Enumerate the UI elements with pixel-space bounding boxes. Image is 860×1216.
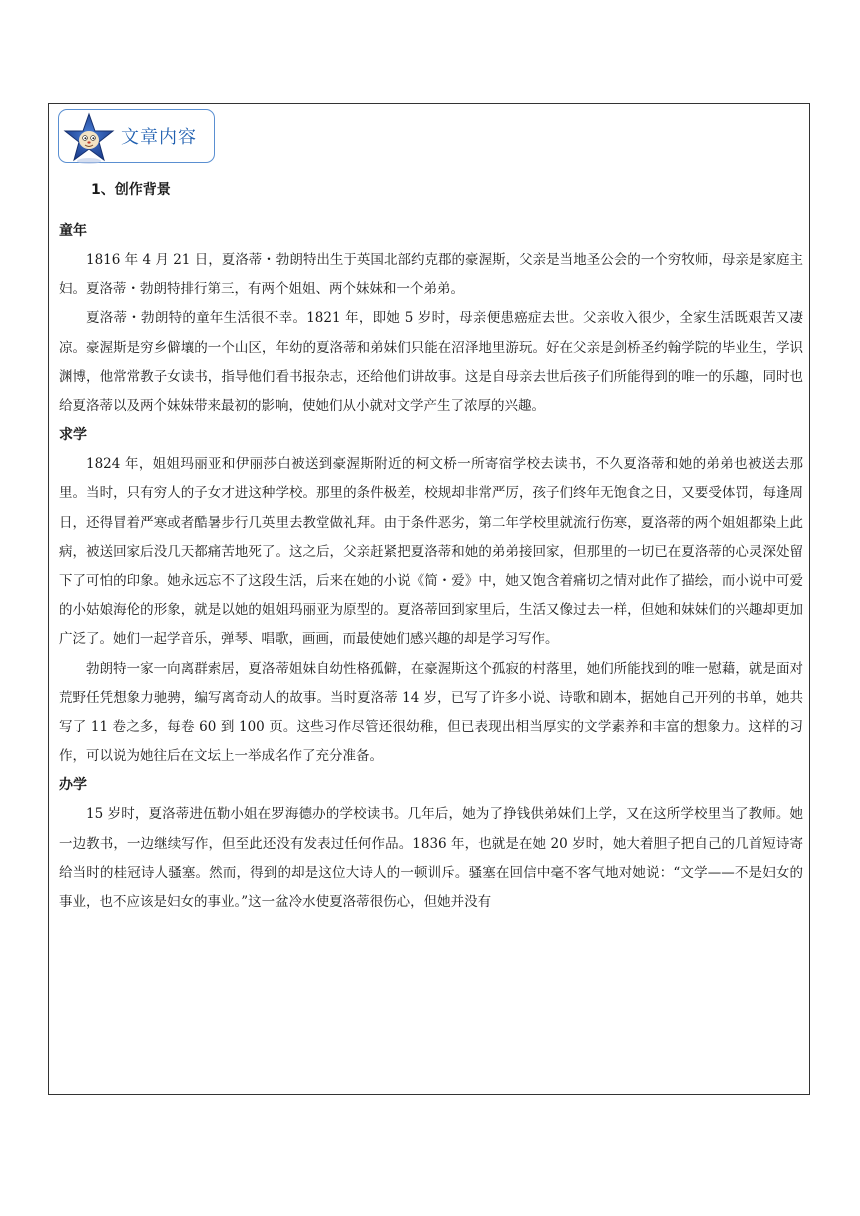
mascot-star-icon — [61, 111, 117, 167]
section-schooling — [59, 421, 803, 771]
paragraph: 勃朗特一家一向离群索居，夏洛蒂姐妹自幼性格孤僻，在豪渥斯这个孤寂的村落里，她们所能找到的唯一慰藉，就是面对荒野任凭想象力驰骋，编写离奇动人的故事。当时夏洛蒂 14 岁，已写了许多小说、诗歌和剧本，据她自己开列的书单，她共写了 11 卷之多，每卷 60 到 100 页。这些习作尽管还很幼稚，但已表现出相当厚实的文学素养和丰富的想象力。这样的习作，可以说为她往后在文坛上一举成名作了充分准备。 — [59, 660, 803, 765]
content-frame — [48, 103, 810, 1095]
paragraph: 夏洛蒂・勃朗特的童年生活很不幸。1821 年，即她 5 岁时，母亲便患癌症去世。父亲收入很少，全家生活既艰苦又凄凉。豪渥斯是穷乡僻壤的一个山区，年幼的夏洛蒂和弟妹们只能在沼泽地里游玩。好在父亲是剑桥圣约翰学院的毕业生，学识渊博，他常常教子女读书，指导他们看书报杂志，还给他们讲故事。这是自母亲去世后孩子们所能得到的唯一的乐趣，同时也给夏洛蒂以及两个妹妹带来最初的影响，使她们从小就对文学产生了浓厚的兴趣。 — [59, 310, 803, 415]
article-body — [59, 176, 803, 917]
paragraph: 1816 年 4 月 21 日，夏洛蒂・勃朗特出生于英国北部约克郡的豪渥斯，父亲是当地圣公会的一个穷牧师，母亲是家庭主妇。夏洛蒂・勃朗特排行第三，有两个姐姐、两个妹妹和一个弟弟。 — [59, 252, 803, 298]
creation-background-heading: 1、创作背景 — [91, 182, 171, 198]
paragraph: 15 岁时，夏洛蒂进伍勒小姐在罗海德办的学校读书。几年后，她为了挣钱供弟妹们上学，又在这所学校里当了教师。她一边教书，一边继续写作，但至此还没有发表过任何作品。1836 年，也就是在她 20 岁时，她大着胆子把自己的几首短诗寄给当时的桂冠诗人骚塞。然而，得到的却是这位大诗人的一顿训斥。骚塞在回信中毫不客气地对她说：“文学——不是妇女的事业，也不应该是妇女的事业。”这一盆冷水使夏洛蒂很伤心，但她并没有 — [59, 806, 803, 911]
section-title: 童年 — [59, 223, 87, 239]
badge-title: 文章内容 — [121, 127, 197, 148]
section-title: 办学 — [59, 777, 87, 794]
section-childhood — [59, 217, 803, 421]
paragraph: 1824 年，姐姐玛丽亚和伊丽莎白被送到豪渥斯附近的柯文桥一所寄宿学校去读书，不久夏洛蒂和她的弟弟也被送去那里。当时，只有穷人的子女才进这种学校。那里的条件极差，校规却非常严厉，孩子们终年无饱食之日，又要受体罚，每逢周日，还得冒着严寒或者酷暑步行几英里去教堂做礼拜。由于条件恶劣，第二年学校里就流行伤寒，夏洛蒂的两个姐姐都染上此病，被送回家后没几天都痛苦地死了。这之后，父亲赶紧把夏洛蒂和她的弟弟接回家，但那里的一切已在夏洛蒂的心灵深处留下了可怕的印象。她永远忘不了这段生活，后来在她的小说《简・爱》中，她又饱含着痛切之情对此作了描绘，而小说中可爱的小姑娘海伦的形象，就是以她的姐姐玛丽亚为原型的。夏洛蒂回到家里后，生活又像过去一样，但她和妹妹们的兴趣却更加广泛了。她们一起学音乐，弹琴、唱歌，画画，而最使她们感兴趣的却是学习写作。 — [59, 456, 803, 648]
section-badge — [58, 109, 215, 163]
section-running-school — [59, 771, 803, 917]
section-title: 求学 — [59, 427, 87, 444]
